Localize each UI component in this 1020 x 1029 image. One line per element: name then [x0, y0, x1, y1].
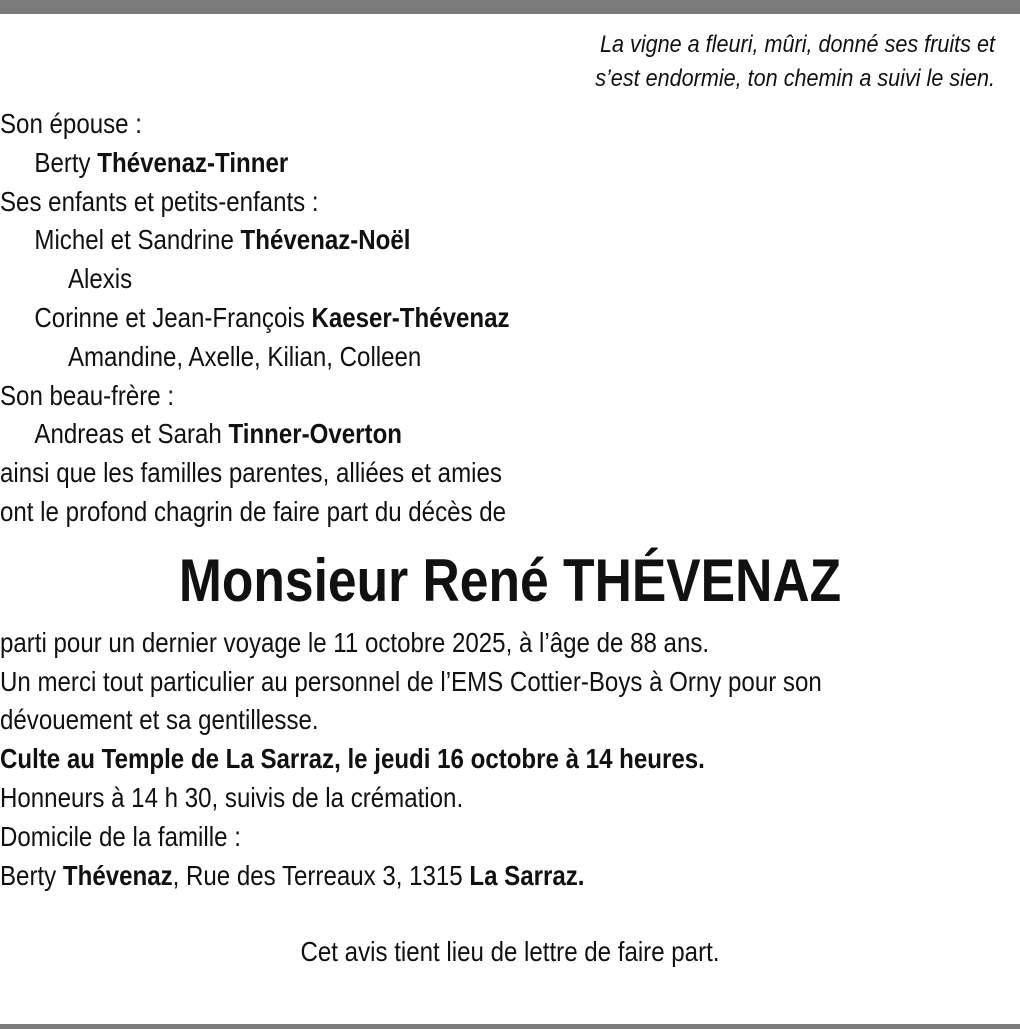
service-line: Culte au Temple de La Sarraz, le jeudi 16 octobre à 14 heures. — [0, 743, 705, 775]
departure-line: parti pour un dernier voyage le 11 octobre 2025, à l’âge de 88 ans. — [0, 626, 710, 658]
brother-in-law-name — [0, 415, 877, 454]
child-1-name — [0, 221, 877, 260]
families-line: ainsi que les familles parentes, alliées et amies — [0, 457, 502, 489]
grandchildren-1: Alexis — [67, 263, 133, 295]
spouse-heading: Son épouse : — [0, 108, 142, 139]
honours-line: Honneurs à 14 h 30, suivis de la crémation. — [0, 781, 464, 813]
child-2-last-name: Kaeser-Thévenaz — [311, 301, 510, 333]
address-street: , Rue des Terreaux 3, 1315 — [172, 859, 463, 891]
brother-in-law-first-names: Andreas et Sarah — [34, 418, 222, 450]
child-1-first-names: Michel et Sandrine — [34, 224, 234, 256]
child-2-name — [0, 299, 877, 338]
epigraph-line-1: La vigne a fleuri, mûri, donné ses fruits et — [599, 31, 995, 58]
child-2-first-names: Corinne et Jean-François — [34, 301, 305, 333]
brother-in-law-last-name: Tinner-Overton — [228, 418, 402, 450]
address-first-name: Berty — [0, 859, 57, 891]
bottom-rule — [0, 1024, 1020, 1029]
epigraph — [550, 28, 996, 96]
address-last-name: Thévenaz — [62, 859, 173, 891]
children-heading: Ses enfants et petits-enfants : — [0, 185, 319, 217]
deceased-name: Monsieur René THÉVENAZ — [178, 546, 842, 614]
closing-note: Cet avis tient lieu de lettre de faire part. — [300, 936, 720, 968]
child-1-last-name: Thévenaz-Noël — [240, 224, 411, 256]
brother-in-law-heading: Son beau-frère : — [0, 379, 175, 411]
obituary-body — [0, 105, 1020, 971]
spouse-last-name: Thévenaz-Tinner — [97, 146, 289, 178]
family-address — [0, 857, 877, 896]
thanks-line-2: dévouement et sa gentillesse. — [0, 704, 319, 736]
announcement-line: ont le profond chagrin de faire part du décès de — [0, 495, 507, 527]
thanks-line-1: Un merci tout particulier au personnel de l’EMS Cottier-Boys à Orny pour son — [0, 665, 822, 697]
address-town: La Sarraz. — [469, 859, 585, 891]
domicile-heading: Domicile de la famille : — [0, 820, 241, 852]
spouse-name — [0, 144, 877, 183]
top-rule — [0, 0, 1020, 14]
spouse-first-name: Berty — [34, 146, 91, 178]
epigraph-line-2: s’est endormie, ton chemin a suivi le sien. — [595, 65, 995, 92]
grandchildren-2: Amandine, Axelle, Kilian, Colleen — [67, 340, 422, 372]
